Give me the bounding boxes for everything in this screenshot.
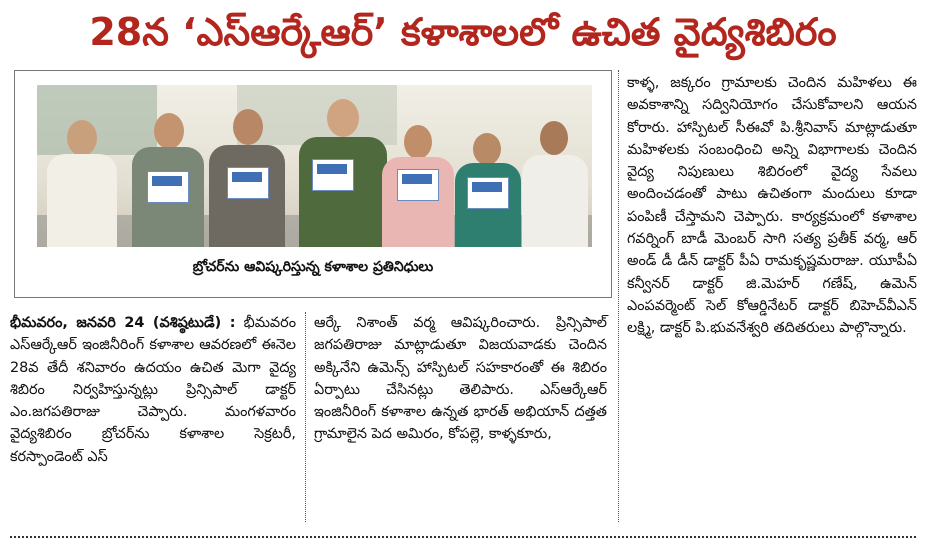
photo-box: [14, 70, 612, 298]
article-text: ఆర్కే నిశాంత్ వర్మ ఆవిష్కరించారు. ప్రిన్సిపాల్ జగపతిరాజు మాట్లాడుతూ విజయవాడకు చెందిన అక్కినేని ఉమెన్స్ హాస్పిటల్ సహకారంతో ఈ శిబిరం ఏర్పాటు చేసినట్లు తెలిపారు. ఎస్ఆర్కేఆర్ ఇంజినీరింగ్ కళాశాల ఉన్నత భారత్ అభియాన్ దత్తత గ్రామాలైన పెద అమిరం, కోపల్లె, కాళ్ళకూరు,: [314, 315, 607, 443]
person-1: [47, 112, 117, 247]
person-7: [522, 117, 588, 247]
brochure: [312, 159, 354, 191]
brochure: [467, 177, 509, 209]
bottom-divider: [10, 536, 916, 539]
dateline: భీమవరం, జనవరి 24 (వశిష్ఠటుడే) :: [10, 315, 236, 331]
article-column-3: [627, 72, 917, 340]
brochure: [227, 167, 269, 199]
article-text: భీమవరం ఎస్ఆర్కేఆర్ ఇంజినీరింగ్ కళాశాల ఆవరణలో ఈనెల 28వ తేదీ శనివారం ఉదయం ఉచిత మెగా వైద్య శిబిరం నిర్వహిస్తున్నట్లు ప్రిన్సిపాల్ డాక్టర్ ఎం.జగపతిరాజు చెప్పారు. మంగళవారం వైద్యశిబిరం బ్రోచర్‌ను కళాశాల సెక్రటరీ, కరస్పాండెంట్ ఎస్: [10, 315, 296, 465]
article-text: కాళ్ళ, జక్కరం గ్రామాలకు చెందిన మహిళలు ఈ అవకాశాన్ని సద్వినియోగం చేసుకోవాలని ఆయన కోరారు. హాస్పిటల్ సీఈవో పి.శ్రీనివాస్ మాట్లాడుతూ మహిళలకు సంబంధించి అన్ని విభాగాలకు చెందిన వైద్య నిపుణులు శిబిరంలో వైద్య సేవలు అందించడంతో పాటు ఉచితంగా మందులు కూడా పంపిణీ చేస్తామని చెప్పారు. కార్యక్రమంలో కళాశాల గవర్నింగ్ బాడీ మెంబర్ సాగి సత్య ప్రతీక్ వర్మ, ఆర్ అండ్ డీ డీన్ డాక్టర్ పీఏ రామకృష్ణమరాజు. యూపీఏ కన్వీనర్ డాక్టర్ జి.మెహర్ గణేష్, ఉమెన్ ఎంపవర్మెంట్ సెల్ కోఆర్డినేటర్ డాక్టర్ బిహెచ్‌వీఎన్ లక్ష్మి, డాక్టర్ పి.భువనేశ్వరి తదితరులు పాల్గొన్నారు.: [627, 75, 917, 337]
photo-caption: బ్రోచర్‌ను ఆవిష్కరిస్తున్న కళాశాల ప్రతినిధులు: [192, 259, 434, 275]
article-column-1: [10, 312, 296, 468]
article-column-2: [314, 312, 607, 446]
brochure: [147, 171, 189, 203]
brochure: [397, 169, 439, 201]
column-divider: [618, 70, 620, 522]
news-photo: [37, 85, 592, 247]
headline: 28న ‘ఎస్ఆర్కేఆర్’ కళాశాలలో ఉచిత వైద్యశిబిరం: [89, 10, 837, 54]
column-divider: [305, 312, 307, 522]
